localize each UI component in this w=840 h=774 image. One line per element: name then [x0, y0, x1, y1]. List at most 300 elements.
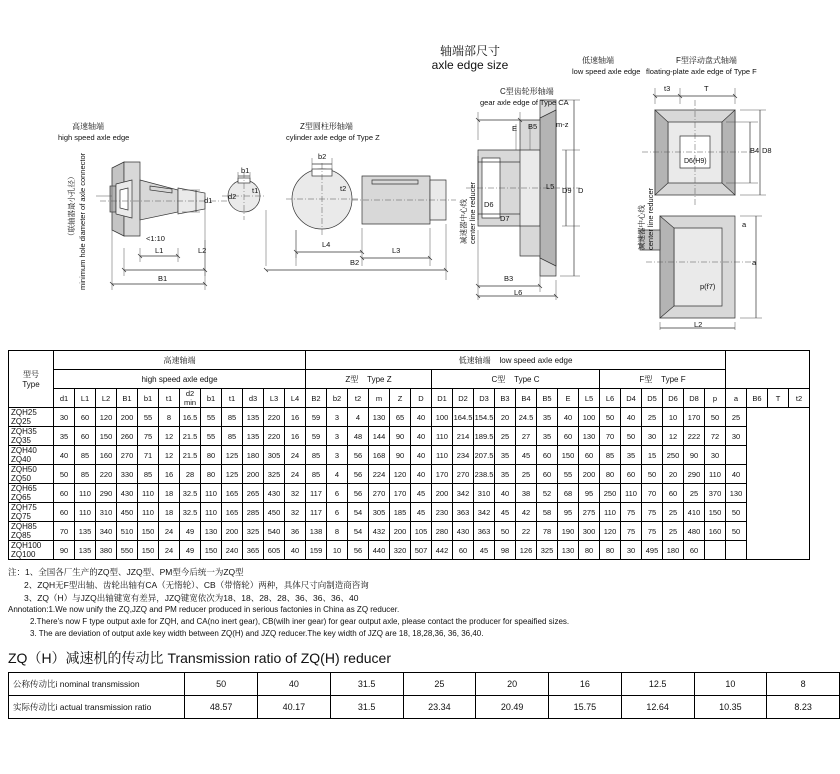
label-min-hole-cn: （联轴器最小孔径） [67, 172, 76, 240]
col-b1: b1 [138, 389, 159, 408]
header-low-speed [306, 351, 726, 370]
table-cell [726, 446, 747, 465]
col-d3: d3 [243, 389, 264, 408]
col-D: D [411, 389, 432, 408]
table-cell: 342 [474, 503, 495, 522]
table-cell: 100 [432, 408, 453, 427]
dim-t3: t3 [664, 84, 671, 93]
table-cell: 305 [264, 446, 285, 465]
ratio-nominal-cell: 20 [476, 673, 549, 696]
table-cell: 135 [75, 541, 96, 560]
table-cell: 16 [285, 408, 306, 427]
table-cell: 90 [390, 427, 411, 446]
table-cell: 32 [285, 503, 306, 522]
table-cell: 270 [453, 465, 474, 484]
table-cell: 15 [642, 446, 663, 465]
table-cell: 200 [579, 465, 600, 484]
table-cell: 90 [684, 446, 705, 465]
table-cell: 60 [663, 484, 684, 503]
table-cell: 238.5 [474, 465, 495, 484]
table-cell: 40 [411, 465, 432, 484]
table-cell: 325 [537, 541, 558, 560]
ratio-nominal-cell: 16 [549, 673, 622, 696]
table-cell: 30 [621, 541, 642, 560]
table-cell: 25 [516, 465, 537, 484]
row-type-label: ZQH35 ZQ35 [9, 427, 54, 446]
table-cell: 50 [726, 522, 747, 541]
table-cell: 430 [264, 484, 285, 503]
label-min-hole-en: minimum hole diameter of axle connector [78, 152, 87, 290]
table-cell: 25 [663, 522, 684, 541]
label-gear-en: gear axle edge of Type CA [480, 98, 569, 107]
table-cell: 24 [285, 446, 306, 465]
table-cell: 56 [348, 465, 369, 484]
table-cell: 150 [201, 541, 222, 560]
table-cell: 85 [222, 408, 243, 427]
label-floating-cn: F型浮动盘式轴端 [676, 56, 737, 65]
col-d2min: d2 min [180, 389, 201, 408]
table-cell: 440 [369, 541, 390, 560]
label-center-line-cn-1: 减速器中心线 [459, 199, 468, 244]
table-cell: 110 [432, 446, 453, 465]
table-cell: 24 [159, 522, 180, 541]
table-cell: 150 [705, 503, 726, 522]
table-cell: 71 [138, 446, 159, 465]
row-type-label: ZQH75 ZQ75 [9, 503, 54, 522]
table-cell: 290 [684, 465, 705, 484]
table-cell: 220 [264, 427, 285, 446]
table-header-row-3 [9, 389, 810, 408]
table-cell: 54 [348, 503, 369, 522]
table-cell: 30 [54, 408, 75, 427]
table-cell: 130 [726, 484, 747, 503]
col-D5: D5 [642, 389, 663, 408]
table-cell: 144 [369, 427, 390, 446]
table-cell: 80 [600, 541, 621, 560]
dim-t2: t2 [340, 184, 347, 193]
table-cell: 117 [306, 503, 327, 522]
table-cell: 135 [243, 408, 264, 427]
table-cell: 40 [285, 541, 306, 560]
table-cell: 60 [579, 446, 600, 465]
table-cell: 430 [117, 484, 138, 503]
col-t2f: t2 [789, 389, 810, 408]
table-cell: 270 [369, 484, 390, 503]
table-cell: 59 [306, 408, 327, 427]
table-cell: 27 [516, 427, 537, 446]
table-cell: 95 [579, 484, 600, 503]
table-cell: 55 [201, 427, 222, 446]
table-cell: 32.5 [180, 503, 201, 522]
col-B6: B6 [747, 389, 768, 408]
transmission-ratio-table [8, 672, 840, 719]
table-cell: 325 [264, 465, 285, 484]
dim-b2: b2 [318, 152, 327, 161]
col-B1: B1 [117, 389, 138, 408]
table-cell: 80 [579, 541, 600, 560]
table-header-row-2 [9, 370, 810, 389]
table-cell: 168 [369, 446, 390, 465]
table-cell: 3 [327, 408, 348, 427]
table-cell: 90 [390, 446, 411, 465]
dim-d2: d2 [228, 192, 237, 201]
table-cell: 49 [180, 541, 201, 560]
table-cell: 280 [432, 522, 453, 541]
table-cell: 507 [411, 541, 432, 560]
label-cylinder-en: cylinder axle edge of Type Z [286, 133, 380, 142]
label-high-speed-en: high speed axle edge [58, 133, 130, 142]
table-cell: 3 [327, 446, 348, 465]
ratio-nominal-cell: 8 [767, 673, 840, 696]
table-cell: 60 [621, 465, 642, 484]
col-T: T [768, 389, 789, 408]
table-cell: 160 [96, 446, 117, 465]
dim-b1: b1 [241, 166, 250, 175]
table-cell: 130 [201, 522, 222, 541]
col-m: m [369, 389, 390, 408]
table-cell: 120 [390, 465, 411, 484]
table-cell: 550 [117, 541, 138, 560]
table-cell: 75 [138, 427, 159, 446]
table-cell: 25 [726, 408, 747, 427]
table-cell: 50 [495, 522, 516, 541]
table-cell: 40 [558, 408, 579, 427]
col-d1: d1 [54, 389, 75, 408]
dim-D6: D6 [484, 200, 494, 209]
table-cell: 4 [348, 408, 369, 427]
ratio-actual-cell: 48.57 [185, 696, 258, 719]
table-cell: 85 [306, 446, 327, 465]
header-high-speed [54, 351, 306, 370]
table-cell: 365 [243, 541, 264, 560]
table-cell: 24 [159, 541, 180, 560]
table-cell: 60 [558, 427, 579, 446]
table-cell: 110 [432, 427, 453, 446]
row-type-label: ZQH25 ZQ25 [9, 408, 54, 427]
dim-t1: t1 [252, 186, 259, 195]
table-cell: 200 [243, 465, 264, 484]
ratio-actual-cell: 23.34 [403, 696, 476, 719]
table-cell: 60 [537, 446, 558, 465]
table-cell: 70 [600, 427, 621, 446]
table-cell: 60 [684, 541, 705, 560]
table-cell: 410 [684, 503, 705, 522]
notes-block [8, 566, 832, 640]
label-high-speed-cn: 高速轴端 [72, 122, 104, 131]
table-cell: 52 [537, 484, 558, 503]
ratio-actual-cell: 20.49 [476, 696, 549, 719]
table-cell: 50 [54, 465, 75, 484]
header-type-f-en: Type F [661, 374, 686, 384]
table-cell: 170 [390, 484, 411, 503]
table-cell: 22 [516, 522, 537, 541]
dim-L2: L2 [198, 246, 207, 255]
label-low-speed-en: low speed axle edge [572, 67, 641, 76]
ratio-row-actual [9, 696, 840, 719]
drawing-title-cn: 轴端部尺寸 [439, 44, 500, 58]
table-cell: 363 [453, 503, 474, 522]
col-D6: D6 [663, 389, 684, 408]
table-cell: 275 [579, 503, 600, 522]
ratio-nominal-cell: 12.5 [621, 673, 694, 696]
table-cell: 38 [516, 484, 537, 503]
table-cell: 340 [96, 522, 117, 541]
table-cell: 510 [117, 522, 138, 541]
table-cell: 56 [348, 541, 369, 560]
ratio-actual-cell: 40.17 [258, 696, 331, 719]
table-cell: 45 [411, 484, 432, 503]
col-L6: L6 [600, 389, 621, 408]
col-D8: D8 [684, 389, 705, 408]
label-pf7: p(f7) [700, 282, 716, 291]
table-cell: 224 [369, 465, 390, 484]
table-cell: 50 [705, 408, 726, 427]
table-cell: 54 [348, 522, 369, 541]
table-cell: 110 [75, 484, 96, 503]
table-cell: 310 [474, 484, 495, 503]
table-cell: 60 [453, 541, 474, 560]
ratio-nominal-cell: 31.5 [330, 673, 403, 696]
table-cell: 305 [369, 503, 390, 522]
table-cell: 170 [684, 408, 705, 427]
label-floating-en: floating-plate axle edge of Type F [646, 67, 757, 76]
table-cell: 72 [705, 427, 726, 446]
ratio-label-nominal: 公称传动比i nominal transmission [9, 673, 185, 696]
table-cell: 110 [705, 465, 726, 484]
table-cell: 75 [642, 503, 663, 522]
table-cell: 126 [516, 541, 537, 560]
ratio-actual-cell: 10.35 [694, 696, 767, 719]
label-mz: m-z [556, 120, 569, 129]
col-L2: L2 [96, 389, 117, 408]
dim-B2: B2 [350, 258, 360, 267]
table-cell: 24.5 [516, 408, 537, 427]
table-cell: 65 [390, 408, 411, 427]
col-B3: B3 [495, 389, 516, 408]
dim-B4: B3 [504, 274, 514, 283]
col-L1: L1 [75, 389, 96, 408]
table-cell: 120 [96, 408, 117, 427]
table-row [9, 408, 810, 427]
table-cell: 45 [474, 541, 495, 560]
table-cell: 150 [138, 522, 159, 541]
specifications-table [8, 350, 810, 560]
col-E: E [558, 389, 579, 408]
table-cell: 442 [432, 541, 453, 560]
table-cell: 40 [621, 408, 642, 427]
header-type-z-cn: Z型 [345, 374, 359, 384]
table-cell: 40 [495, 484, 516, 503]
table-cell: 48 [348, 427, 369, 446]
ratio-actual-cell: 12.64 [621, 696, 694, 719]
table-cell: 4 [327, 465, 348, 484]
table-cell: 105 [411, 522, 432, 541]
table-row [9, 541, 810, 560]
table-cell: 85 [75, 446, 96, 465]
table-cell: 40 [411, 408, 432, 427]
table-cell: 540 [264, 522, 285, 541]
table-cell: 25 [663, 503, 684, 522]
table-cell: 21.5 [180, 427, 201, 446]
table-cell: 12 [159, 427, 180, 446]
table-cell: 25 [642, 408, 663, 427]
dim-L5: L5 [546, 182, 555, 191]
table-cell: 110 [201, 503, 222, 522]
table-cell: 10 [327, 541, 348, 560]
table-cell: 130 [579, 427, 600, 446]
col-t1: t1 [159, 389, 180, 408]
header-type-c-cn: C型 [491, 374, 506, 384]
table-cell: 80 [201, 465, 222, 484]
table-cell: 50 [642, 465, 663, 484]
table-cell: 49 [180, 522, 201, 541]
table-cell: 110 [138, 503, 159, 522]
table-cell: 32 [285, 484, 306, 503]
table-cell: 363 [474, 522, 495, 541]
dim-D7: D7 [500, 214, 510, 223]
table-cell: 370 [705, 484, 726, 503]
table-cell: 21.5 [180, 446, 201, 465]
ratio-title: ZQ（H）减速机的传动比 Transmission ratio of ZQ(H) reducer [8, 650, 391, 666]
dim-B1: B1 [158, 274, 168, 283]
table-cell: 50 [726, 503, 747, 522]
note-cn-1: 注：1、全国各厂生产的ZQ型、JZQ型、PM型今后统一为ZQ型 [8, 567, 244, 577]
header-low-speed-cn: 低速轴端 [458, 355, 491, 365]
table-cell: 450 [117, 503, 138, 522]
table-cell: 60 [75, 427, 96, 446]
table-cell: 220 [264, 408, 285, 427]
table-cell: 214 [453, 427, 474, 446]
table-cell: 250 [600, 484, 621, 503]
table-cell: 180 [663, 541, 684, 560]
col-D1: D1 [432, 389, 453, 408]
table-cell: 450 [264, 503, 285, 522]
table-cell: 45 [516, 446, 537, 465]
table-cell: 60 [75, 408, 96, 427]
table-cell: 164.5 [453, 408, 474, 427]
ratio-label-actual: 实际传动比i actual transmission ratio [9, 696, 185, 719]
table-cell: 40 [411, 446, 432, 465]
dim-D9: D9 [562, 186, 572, 195]
table-cell: 80 [600, 465, 621, 484]
table-cell: 25 [495, 427, 516, 446]
col-L4: L4 [285, 389, 306, 408]
label-low-speed-cn: 低速轴端 [582, 56, 614, 65]
col-B4: B4 [516, 389, 537, 408]
row-type-label: ZQH100 ZQ100 [9, 541, 54, 560]
table-cell: 222 [684, 427, 705, 446]
dim-D: D [578, 186, 584, 195]
table-cell: 200 [222, 522, 243, 541]
table-row [9, 503, 810, 522]
row-type-label: ZQH65 ZQ65 [9, 484, 54, 503]
dim-T: T [704, 84, 709, 93]
table-cell: 150 [558, 446, 579, 465]
dim-B3: L6 [514, 288, 523, 297]
table-cell: 220 [96, 465, 117, 484]
table-cell: 30 [705, 446, 726, 465]
table-cell: 110 [201, 484, 222, 503]
label-gear-cn: C型齿轮形轴端 [500, 87, 554, 96]
col-D2: D2 [453, 389, 474, 408]
table-cell: 125 [222, 446, 243, 465]
table-cell: 170 [432, 465, 453, 484]
col-D4: D4 [621, 389, 642, 408]
table-cell: 75 [642, 522, 663, 541]
table-cell: 28 [180, 465, 201, 484]
table-cell: 310 [96, 503, 117, 522]
table-cell: 55 [558, 465, 579, 484]
table-cell: 300 [579, 522, 600, 541]
table-cell: 135 [75, 522, 96, 541]
table-row [9, 427, 810, 446]
table-cell: 85 [138, 465, 159, 484]
table-row [9, 465, 810, 484]
note-cn-3: 3、ZQ（H）与JZQ出轴键宽有差异，JZQ键宽依次为18、18、28、28、36、36、36、40 [24, 592, 359, 603]
table-cell: 95 [558, 503, 579, 522]
ratio-nominal-cell: 10 [694, 673, 767, 696]
table-cell: 40 [726, 465, 747, 484]
header-type-c-en: Type C [514, 374, 540, 384]
table-cell: 230 [432, 503, 453, 522]
table-cell: 165 [222, 484, 243, 503]
table-cell: 90 [54, 541, 75, 560]
table-cell: 6 [327, 503, 348, 522]
table-cell: 117 [306, 484, 327, 503]
col-p: p [705, 389, 726, 408]
table-cell: 160 [705, 522, 726, 541]
table-cell: 40 [411, 427, 432, 446]
header-high-speed-en: high speed axle edge [141, 374, 218, 384]
table-cell: 12 [663, 427, 684, 446]
table-cell: 18 [159, 503, 180, 522]
note-en-2: 2.There's now F type output axle for ZQH, and CA(no inert gear), CB(wilh iner gear) for gear output axle, please contact the producer for speaified sizes. [30, 617, 570, 627]
table-cell: 35 [537, 408, 558, 427]
table-cell: 85 [600, 446, 621, 465]
dim-D1: D8 [762, 146, 772, 155]
table-cell: 45 [495, 503, 516, 522]
dim-B5: B5 [528, 122, 538, 131]
table-cell: 70 [54, 522, 75, 541]
header-high-speed-en-cell [54, 370, 306, 389]
table-cell: 130 [369, 408, 390, 427]
table-cell: 6 [327, 484, 348, 503]
label-center-line-cn-2: 减速器中心线 [637, 205, 646, 250]
header-type-z-en: Type Z [367, 374, 392, 384]
dim-a: a [742, 220, 747, 229]
table-cell: 75 [621, 503, 642, 522]
table-cell: 110 [600, 503, 621, 522]
col-t1b: t1 [222, 389, 243, 408]
table-cell: 55 [138, 408, 159, 427]
table-cell: 58 [537, 503, 558, 522]
table-cell: 480 [684, 522, 705, 541]
header-type [9, 351, 54, 408]
table-cell: 185 [390, 503, 411, 522]
table-cell: 100 [579, 408, 600, 427]
table-row [9, 522, 810, 541]
row-type-label: ZQH85 ZQ85 [9, 522, 54, 541]
col-B5: B5 [537, 389, 558, 408]
ratio-actual-cell: 15.75 [549, 696, 622, 719]
drawing-title-en: axle edge size [431, 58, 509, 72]
table-cell: 265 [243, 484, 264, 503]
table-cell: 70 [642, 484, 663, 503]
table-cell: 150 [138, 541, 159, 560]
table-cell: 60 [54, 484, 75, 503]
dim-L1: L1 [155, 246, 164, 255]
table-cell: 35 [495, 465, 516, 484]
